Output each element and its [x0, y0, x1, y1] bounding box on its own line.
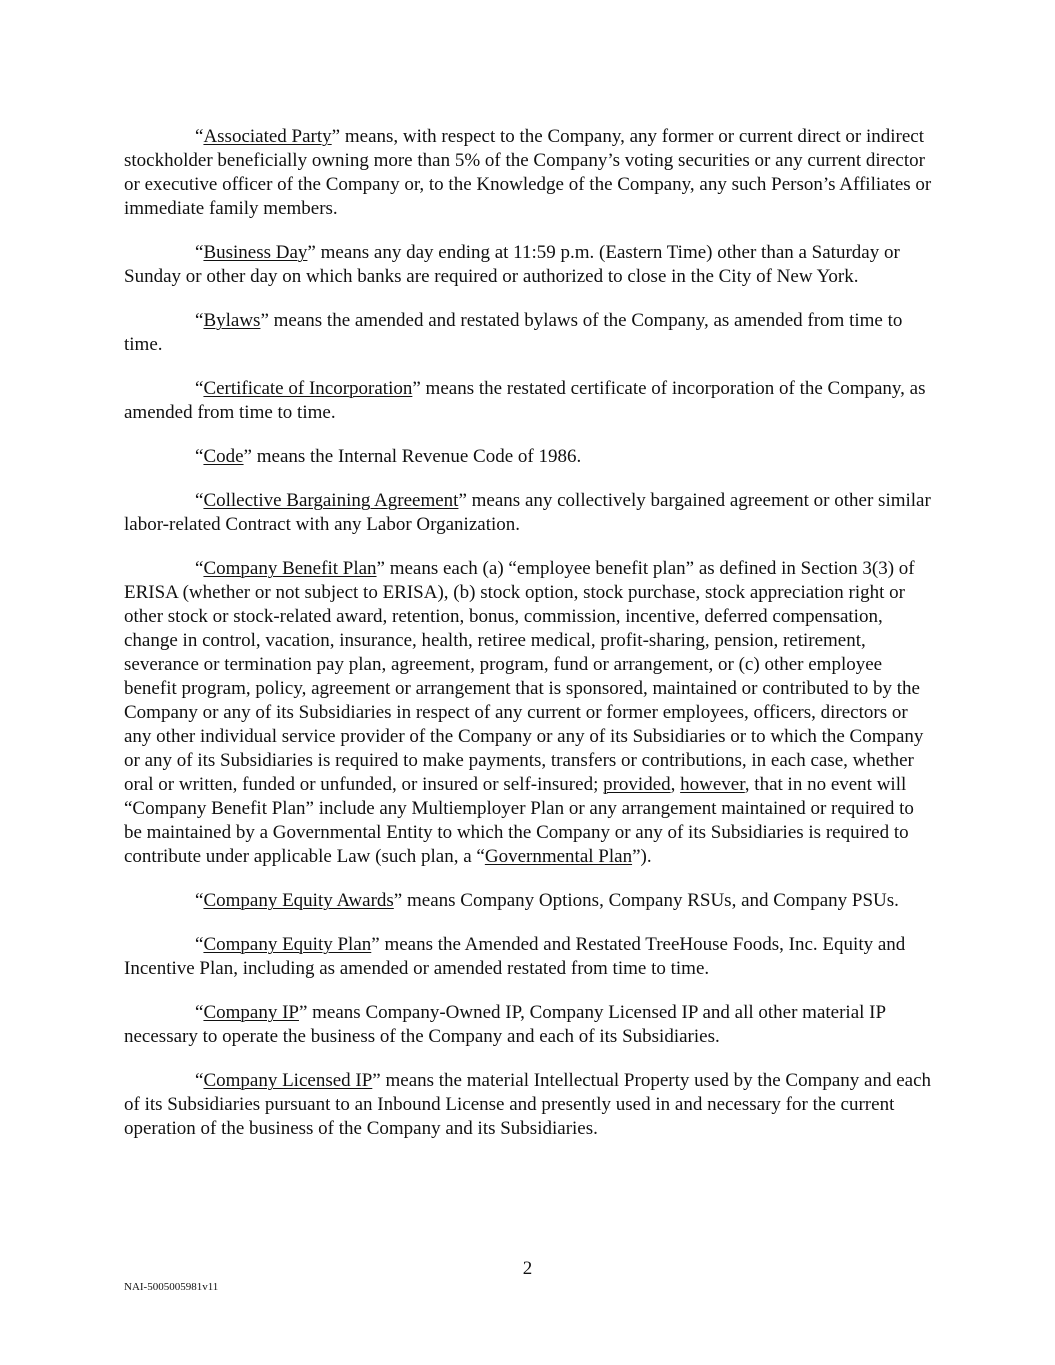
definition-certificate-of-incorporation: “Certificate of Incorporation” means the restated certificate of incorporation of the Company, as amended from time to time. — [124, 378, 926, 423]
definition-text: ” means any day ending at 11:59 p.m. (Eastern Time) other than a Saturday or Sunday or other day on which banks are required or authorized to close in the City of New York. — [124, 242, 900, 287]
defined-term: Company Benefit Plan — [203, 558, 377, 579]
defined-term: Company Equity Plan — [203, 934, 372, 955]
defined-term: Company Equity Awards — [203, 890, 394, 911]
definition-text: ” means the material Intellectual Property used by the Company and each of its Subsidiaries pursuant to an Inbound License and presently used in and necessary for the current operation of the business of the Company and its Subsidiaries. — [124, 1070, 932, 1139]
definition-text: ” means the restated certificate of incorporation of the Company, as amended from time to time. — [124, 378, 926, 423]
definition-company-licensed-ip: “Company Licensed IP” means the material Intellectual Property used by the Company and each of its Subsidiaries pursuant to an Inbound License and presently used in and necessary for the current operation of the business of the Company and its Subsidiaries. — [124, 1070, 932, 1139]
definition-text: ” means Company Options, Company RSUs, and Company PSUs. — [393, 890, 899, 911]
definition-text: , that in no event will “Company Benefit Plan” include any Multiemployer Plan or any arrangement maintained or required to be maintained by a Governmental Entity to which the Company or any of its Subsidiaries is required to contribute under applicable Law (such plan, a “ — [124, 774, 914, 867]
definition-text: ” means the Internal Revenue Code of 1986. — [243, 446, 582, 467]
document-body — [124, 125, 936, 1141]
defined-term: Company Licensed IP — [203, 1070, 373, 1091]
proviso-term: provided — [603, 774, 671, 795]
proviso-term: however — [680, 774, 745, 795]
defined-term: Bylaws — [203, 310, 261, 331]
definition-text: ” means Company-Owned IP, Company Licensed IP and all other material IP necessary to operate the business of the Company and each of its Subsidiaries. — [124, 1002, 886, 1047]
definition-company-equity-awards: “Company Equity Awards” means Company Options, Company RSUs, and Company PSUs. — [195, 890, 899, 911]
definition-text: ”). — [632, 846, 652, 867]
definition-text: ” means the Amended and Restated TreeHouse Foods, Inc. Equity and Incentive Plan, including as amended or amended restated from time to time. — [124, 934, 906, 979]
defined-term: Business Day — [203, 242, 308, 263]
definition-text: ” means each (a) “employee benefit plan” as defined in Section 3(3) of ERISA (whether or not subject to ERISA), (b) stock option, stock purchase, stock appreciation right or other stock or stock-related award, retention, bonus, commission, incentive, deferred compensation, change in control, vacation, insurance, health, retiree medical, profit-sharing, pension, retirement, severance or termination pay plan, agreement, program, fund or arrangement, or (c) other employee benefit program, policy, agreement or arrangement that is sponsored, maintained or contributed to by the Company or any of its Subsidiaries in respect of any current or former employees, officers, directors or any other individual service provider of the Company or any of its Subsidiaries or to which the Company or any of its Subsidiaries is required to make payments, transfers or contributions, in each case, whether oral or written, funded or unfunded, or insured or self-insured; — [124, 558, 924, 795]
definition-company-benefit-plan: “Company Benefit Plan” means each (a) “employee benefit plan” as defined in Section 3(3) of ERISA (whether or not subject to ERISA), (b) stock option, stock purchase, stock appreciation right or other stock or stock-related award, retention, bonus, commission, incentive, deferred compensation, change in control, vacation, insurance, health, retiree medical, profit-sharing, pension, retirement, severance or termination pay plan, agreement, program, fund or arrangement, or (c) other employee benefit program, policy, agreement or arrangement that is sponsored, maintained or contributed to by the Company or any of its Subsidiaries in respect of any current or former employees, officers, directors or any other individual service provider of the Company or any of its Subsidiaries or to which the Company or any of its Subsidiaries is required to make payments, transfers or contributions, in each case, whether oral or written, funded or unfunded, or insured or self-insured; provided, however, that in no event will “Company Benefit Plan” include any Multiemployer Plan or any arrangement maintained or required to be maintained by a Governmental Entity to which the Company or any of its Subsidiaries is required to contribute under applicable Law (such plan, a “Governmental Plan”). — [124, 558, 924, 867]
definition-code: “Code” means the Internal Revenue Code of 1986. — [195, 446, 582, 467]
page-number: 2 — [522, 1258, 533, 1279]
definition-text: ” means, with respect to the Company, any former or current direct or indirect stockholder beneficially owning more than 5% of the Company’s voting securities or any current director or executive officer of the Company or, to the Knowledge of the Company, any such Person’s Affiliates or immediate family members. — [124, 126, 932, 219]
definition-text: ” means the amended and restated bylaws of the Company, as amended from time to time. — [124, 310, 903, 355]
document-id: NAI-5005005981v11 — [124, 1281, 219, 1293]
definition-bylaws: “Bylaws” means the amended and restated bylaws of the Company, as amended from time to time. — [124, 310, 903, 355]
defined-term: Governmental Plan — [484, 846, 633, 867]
definition-business-day: “Business Day” means any day ending at 11:59 p.m. (Eastern Time) other than a Saturday or Sunday or other day on which banks are required or authorized to close in the City of New York. — [124, 242, 900, 287]
defined-term: Certificate of Incorporation — [203, 378, 413, 399]
defined-term: Company IP — [203, 1002, 299, 1023]
defined-term: Code — [203, 446, 244, 467]
defined-term: Associated Party — [203, 126, 332, 147]
definition-text: ” means any collectively bargained agreement or other similar labor-related Contract with any Labor Organization. — [124, 490, 931, 535]
definition-company-ip: “Company IP” means Company-Owned IP, Company Licensed IP and all other material IP necessary to operate the business of the Company and each of its Subsidiaries. — [124, 1002, 886, 1047]
definition-associated-party: “Associated Party” means, with respect to the Company, any former or current direct or indirect stockholder beneficially owning more than 5% of the Company’s voting securities or any current director or executive officer of the Company or, to the Knowledge of the Company, any such Person’s Affiliates or immediate family members. — [124, 126, 932, 219]
definition-collective-bargaining-agreement: “Collective Bargaining Agreement” means any collectively bargained agreement or other similar labor-related Contract with any Labor Organization. — [124, 490, 931, 535]
separator: , — [670, 774, 681, 795]
definition-company-equity-plan: “Company Equity Plan” means the Amended and Restated TreeHouse Foods, Inc. Equity and Incentive Plan, including as amended or amended restated from time to time. — [124, 934, 906, 979]
defined-term: Collective Bargaining Agreement — [203, 490, 459, 511]
